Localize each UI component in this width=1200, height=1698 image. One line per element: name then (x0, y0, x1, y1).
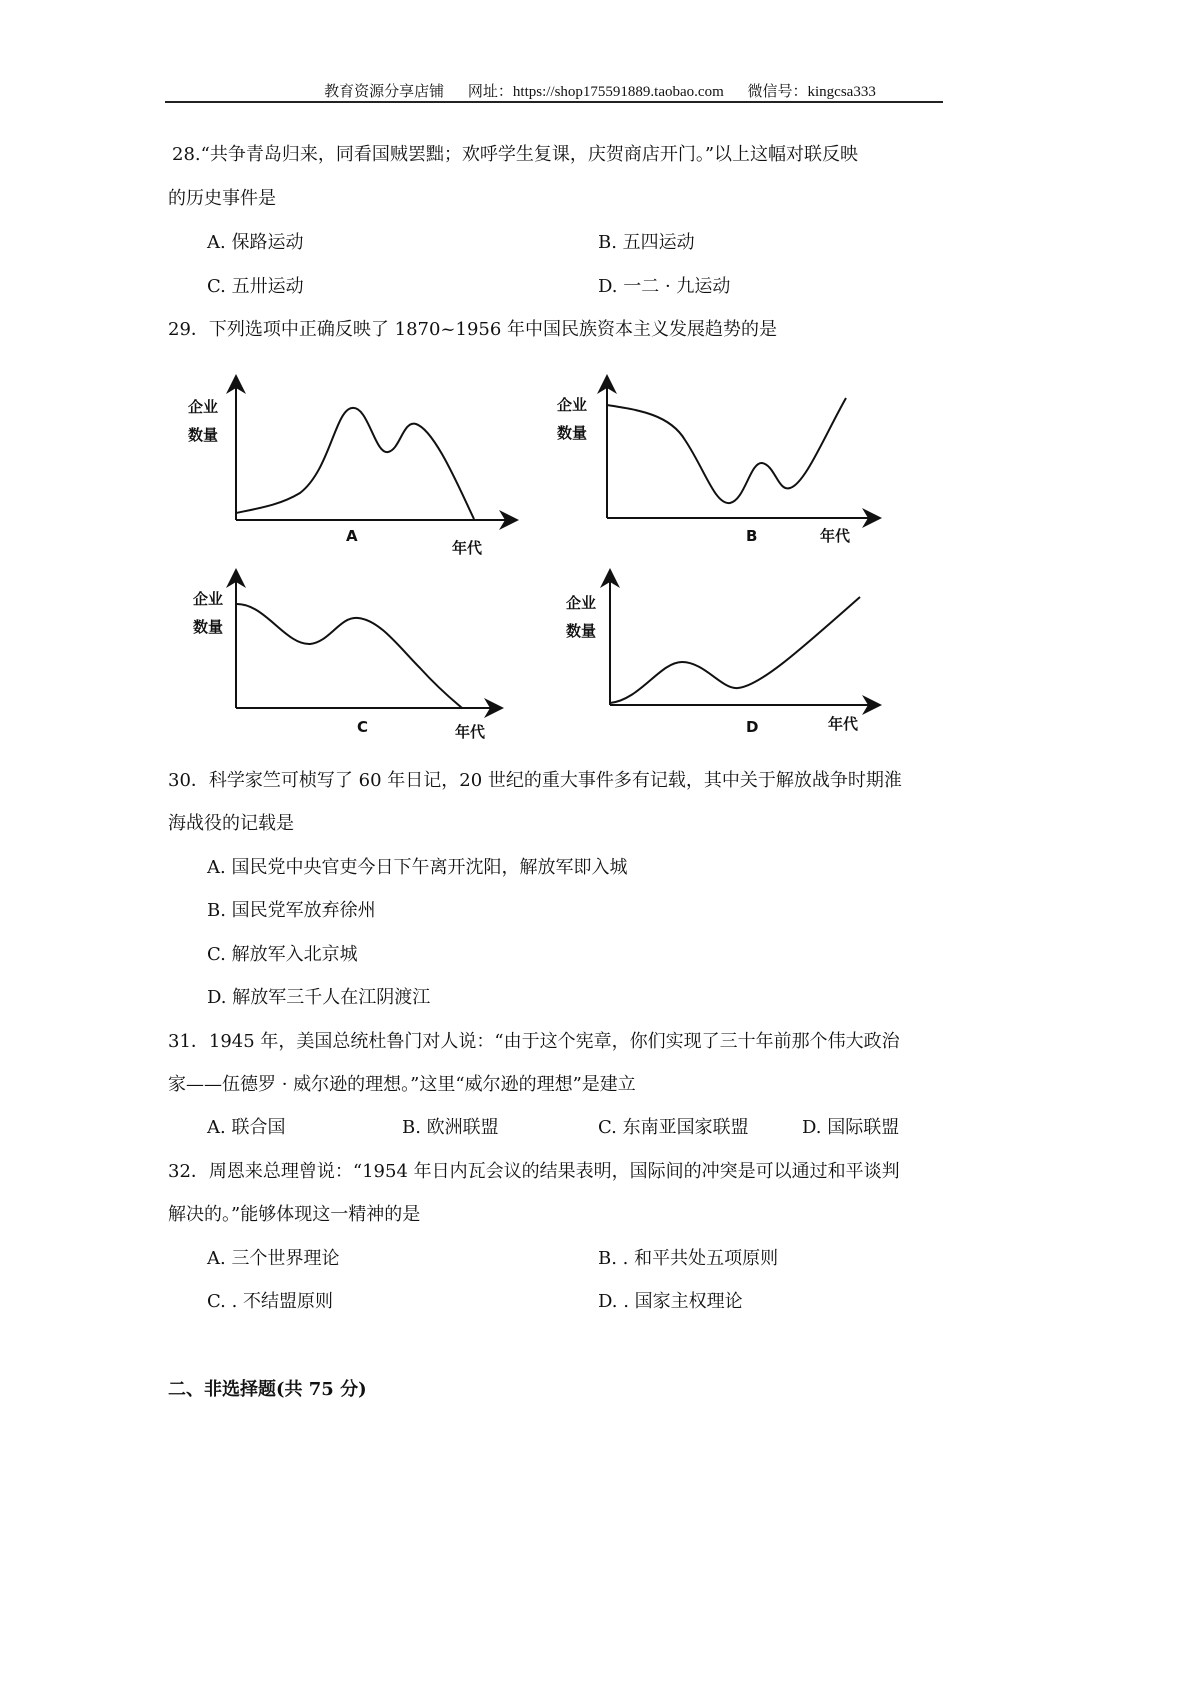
q30-option-d: D. 解放军三千人在江阴渡江 (207, 987, 431, 1008)
q30-line2: 海战役的记载是 (168, 813, 294, 834)
chart-a-xlabel: 年代 (452, 539, 483, 557)
q28-line2: 的历史事件是 (168, 188, 276, 209)
q32-option-b: B. . 和平共处五项原则 (598, 1248, 779, 1269)
chart-b-ylabel1: 企业 (557, 396, 588, 414)
chart-a-ylabel1: 企业 (188, 398, 219, 416)
q32-option-d: D. . 国家主权理论 (598, 1291, 743, 1312)
q31-line2: 家——伍德罗 · 威尔逊的理想。”这里“威尔逊的理想”是建立 (168, 1074, 636, 1095)
chart-d-label: D (746, 718, 759, 736)
q28-line1: 28.“共争青岛归来，同看国贼罢黜；欢呼学生复课，庆贺商店开门。”以上这幅对联反映 (172, 144, 859, 165)
header-shop: 教育资源分享店铺 (324, 84, 445, 100)
header-wechat: 微信号：kingcsa333 (747, 84, 876, 100)
chart-b-label: B (746, 527, 758, 545)
chart-b-ylabel2: 数量 (557, 424, 588, 442)
header-site: 网址：https://shop175591889.taobao.com (467, 84, 724, 100)
q28-option-b: B. 五四运动 (598, 232, 695, 253)
chart-c (236, 572, 500, 708)
q30-option-c: C. 解放军入北京城 (207, 944, 358, 965)
chart-c-label: C (357, 718, 369, 736)
q28-option-d: D. 一二 · 九运动 (598, 276, 731, 297)
chart-d-xlabel: 年代 (828, 715, 859, 733)
q28-option-c: C. 五卅运动 (207, 276, 304, 297)
q30-line1: 30．科学家竺可桢写了 60 年日记，20 世纪的重大事件多有记载，其中关于解放战争时期淮 (168, 770, 902, 791)
q31-option-c: C. 东南亚国家联盟 (598, 1117, 749, 1138)
q31-line1: 31．1945 年，美国总统杜鲁门对人说：“由于这个宪章，你们实现了三十年前那个伟大政治 (168, 1031, 900, 1052)
q30-option-a: A. 国民党中央官吏今日下午离开沈阳，解放军即入城 (207, 857, 628, 878)
q29-stem: 29．下列选项中正确反映了 1870~1956 年中国民族资本主义发展趋势的是 (168, 319, 778, 340)
chart-b-xlabel: 年代 (820, 527, 851, 545)
chart-d (610, 572, 878, 705)
chart-d-ylabel1: 企业 (566, 594, 597, 612)
section-2-heading: 二、非选择题(共 75 分) (168, 1379, 367, 1400)
q32-line2: 解决的。”能够体现这一精神的是 (168, 1204, 421, 1225)
q32-option-c: C. . 不结盟原则 (207, 1291, 334, 1312)
chart-a-label: A (346, 527, 358, 545)
chart-a (236, 378, 515, 520)
q28-option-a: A. 保路运动 (207, 232, 304, 253)
q31-option-a: A. 联合国 (207, 1117, 286, 1138)
chart-a-ylabel2: 数量 (188, 426, 219, 444)
chart-b (607, 378, 878, 518)
q32-line1: 32．周恩来总理曾说：“1954 年日内瓦会议的结果表明，国际间的冲突是可以通过和平谈判 (168, 1161, 900, 1182)
chart-d-ylabel2: 数量 (566, 622, 597, 640)
q30-option-b: B. 国民党军放弃徐州 (207, 900, 376, 921)
q32-option-a: A. 三个世界理论 (207, 1248, 340, 1269)
chart-c-ylabel1: 企业 (193, 590, 224, 608)
q31-option-b: B. 欧洲联盟 (402, 1117, 499, 1138)
chart-c-ylabel2: 数量 (193, 618, 224, 636)
q29-charts (0, 0, 1200, 800)
chart-c-xlabel: 年代 (455, 723, 486, 741)
q31-option-d: D. 国际联盟 (802, 1117, 900, 1138)
